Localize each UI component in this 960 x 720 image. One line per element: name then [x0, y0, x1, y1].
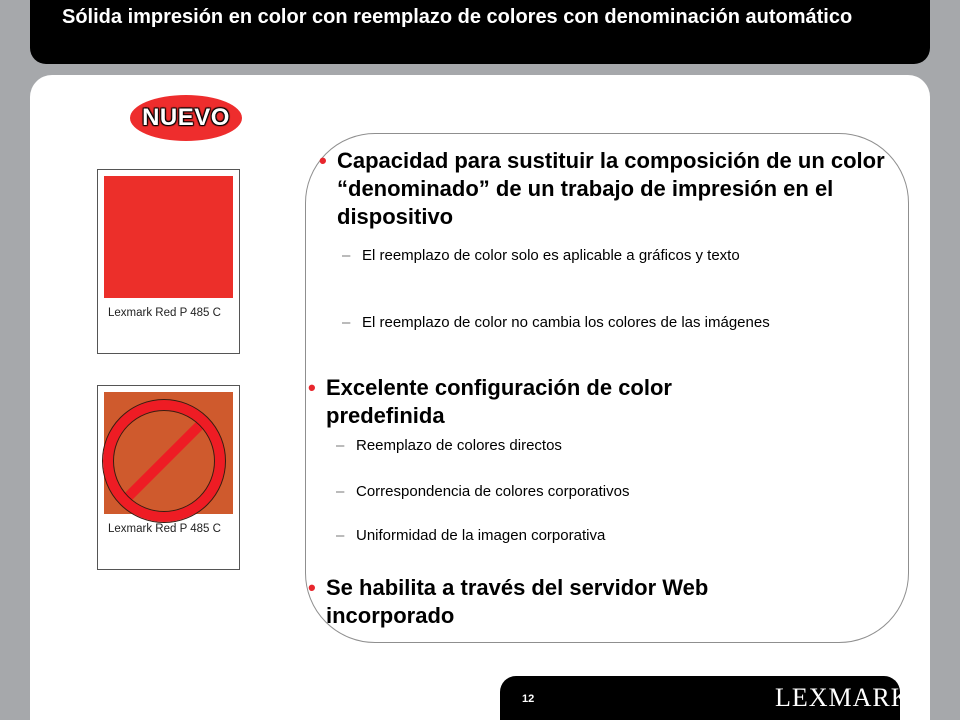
bullet-dot: •	[308, 575, 316, 600]
bullet-text: Se habilita a través del servidor Web incorporado	[326, 575, 709, 628]
sub-item	[336, 525, 856, 546]
dash-icon: –	[336, 527, 345, 544]
slide-title: Sólida impresión en color con reemplazo de colores con denominación automático	[62, 6, 853, 28]
new-badge: NUEVO	[130, 95, 242, 141]
sub-item	[342, 245, 782, 266]
bullet-item	[308, 374, 766, 430]
page-number: 12	[522, 693, 535, 705]
lexmark-logo: LEXMARK	[775, 683, 911, 712]
swatch-label: Lexmark Red P 485 C	[108, 523, 221, 535]
sub-text: Reemplazo de colores directos	[356, 437, 562, 454]
prohibition-icon	[100, 397, 228, 525]
sub-item	[342, 312, 902, 333]
sub-text: El reemplazo de color solo es aplicable a gráficos y texto	[362, 247, 740, 264]
bullet-item	[308, 574, 806, 630]
bullet-dot: •	[308, 375, 316, 400]
bullet-dot: •	[319, 148, 327, 173]
sub-text: Uniformidad de la imagen corporativa	[356, 527, 606, 544]
sub-text: Correspondencia de colores corporativos	[356, 483, 630, 500]
bullet-item	[319, 147, 897, 231]
swatch-color	[104, 176, 233, 298]
dash-icon: –	[336, 483, 345, 500]
bullet-text: Excelente configuración de color predefinida	[326, 375, 672, 428]
bullet-text: Capacidad para sustituir la composición de un color “denominado” de un trabajo de impresión en el dispositivo	[337, 148, 885, 229]
dash-icon: –	[342, 314, 351, 331]
sub-text: El reemplazo de color no cambia los colores de las imágenes	[362, 314, 770, 331]
color-swatch-card	[97, 169, 240, 354]
swatch-label: Lexmark Red P 485 C	[108, 307, 221, 319]
dash-icon: –	[342, 247, 351, 264]
sub-item	[336, 481, 856, 502]
dash-icon: –	[336, 437, 345, 454]
sub-item	[336, 435, 856, 456]
